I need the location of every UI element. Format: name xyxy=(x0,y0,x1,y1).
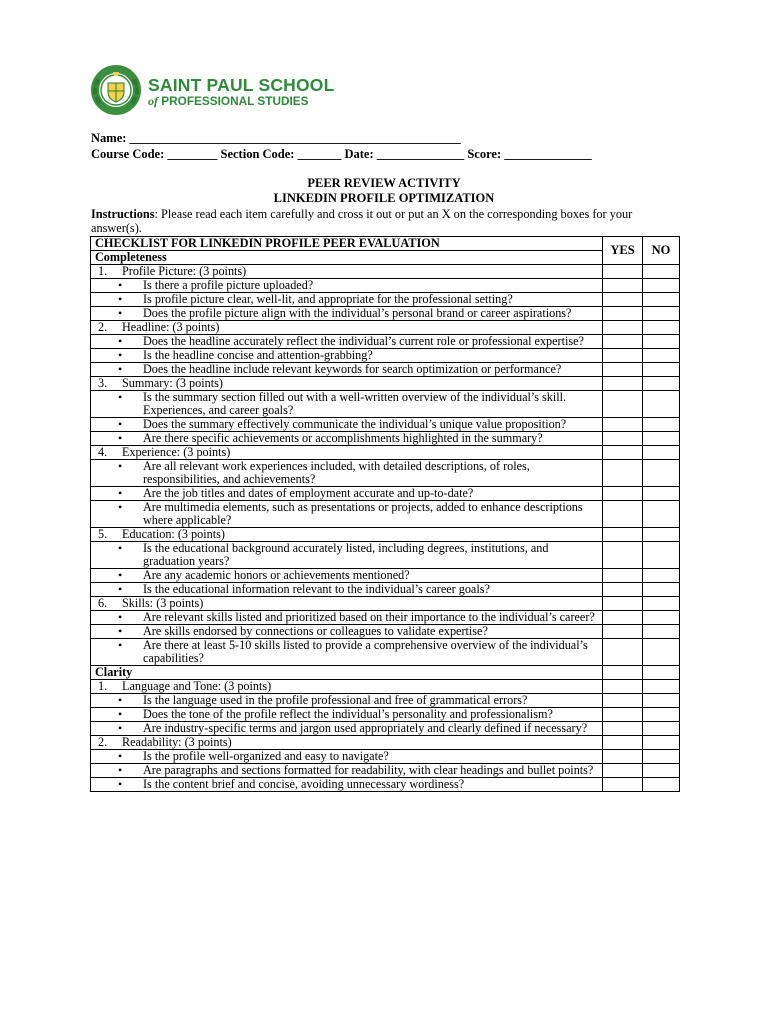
criterion-number: 1. xyxy=(98,264,108,278)
no-checkbox-cell[interactable] xyxy=(643,764,680,778)
yes-checkbox-cell[interactable] xyxy=(603,569,643,583)
yes-checkbox-cell[interactable] xyxy=(603,418,643,432)
criterion-row xyxy=(91,446,680,460)
section-row xyxy=(91,251,680,265)
question-row xyxy=(91,501,680,528)
question-row xyxy=(91,418,680,432)
criterion-text: Skills: (3 points) xyxy=(122,596,204,610)
criterion-row xyxy=(91,528,680,542)
no-checkbox-cell[interactable] xyxy=(643,321,680,335)
criterion-label xyxy=(91,597,603,611)
no-checkbox-cell[interactable] xyxy=(643,418,680,432)
yes-checkbox-cell[interactable] xyxy=(603,432,643,446)
question-row xyxy=(91,611,680,625)
no-checkbox-cell[interactable] xyxy=(643,625,680,639)
question-text: • Are any academic honors or achievements mentioned? xyxy=(91,569,603,583)
criterion-number: 3. xyxy=(98,376,108,390)
criterion-number: 2. xyxy=(98,320,108,334)
criterion-number: 6. xyxy=(98,596,108,610)
criterion-number: 1. xyxy=(98,679,108,693)
school-subtitle-text: PROFESSIONAL STUDIES xyxy=(161,94,309,108)
no-column-header: NO xyxy=(643,237,680,265)
criterion-text: Headline: (3 points) xyxy=(122,320,220,334)
no-checkbox-cell[interactable] xyxy=(643,736,680,750)
school-name: SAINT PAUL SCHOOL xyxy=(148,75,335,95)
criterion-text: Experience: (3 points) xyxy=(122,445,231,459)
question-row xyxy=(91,349,680,363)
yes-checkbox-cell[interactable] xyxy=(603,265,643,279)
school-seal-icon xyxy=(90,64,142,116)
question-row xyxy=(91,764,680,778)
criterion-label xyxy=(91,736,603,750)
yes-checkbox-cell[interactable] xyxy=(603,708,643,722)
no-checkbox-cell[interactable] xyxy=(643,307,680,321)
yes-checkbox-cell[interactable] xyxy=(603,446,643,460)
yes-checkbox-cell[interactable] xyxy=(603,750,643,764)
no-checkbox-cell[interactable] xyxy=(643,265,680,279)
no-checkbox-cell[interactable] xyxy=(643,501,680,528)
course-section-date-score-line: Course Code: ________ Section Code: _______ Date: ______________ Score: ______________ xyxy=(91,147,592,161)
question-row xyxy=(91,542,680,569)
activity-subtitle: LINKEDIN PROFILE OPTIMIZATION xyxy=(273,191,495,205)
criterion-label xyxy=(91,446,603,460)
criterion-row xyxy=(91,736,680,750)
yes-checkbox-cell[interactable] xyxy=(603,625,643,639)
no-checkbox-cell[interactable] xyxy=(643,487,680,501)
yes-checkbox-cell[interactable] xyxy=(603,764,643,778)
criterion-label xyxy=(91,377,603,391)
criterion-text: Education: (3 points) xyxy=(122,527,225,541)
criterion-row xyxy=(91,597,680,611)
criterion-label xyxy=(91,265,603,279)
no-checkbox-cell[interactable] xyxy=(643,391,680,418)
school-subtitle-of: of xyxy=(148,94,158,108)
no-checkbox-cell[interactable] xyxy=(643,680,680,694)
criterion-row xyxy=(91,680,680,694)
question-text: • Is the profile well-organized and easy to navigate? xyxy=(91,750,603,764)
no-checkbox-cell[interactable] xyxy=(643,597,680,611)
no-checkbox-cell[interactable] xyxy=(643,666,680,680)
question-row xyxy=(91,708,680,722)
question-text: • Are there at least 5-10 skills listed to provide a comprehensive overview of the individual’s capabilities? xyxy=(91,639,603,666)
question-row xyxy=(91,625,680,639)
question-row xyxy=(91,569,680,583)
question-text: • Is the language used in the profile professional and free of grammatical errors? xyxy=(91,694,603,708)
criterion-text: Profile Picture: (3 points) xyxy=(122,264,247,278)
question-text: • Is the headline concise and attention-grabbing? xyxy=(91,349,603,363)
no-checkbox-cell[interactable] xyxy=(643,569,680,583)
yes-checkbox-cell[interactable] xyxy=(603,293,643,307)
no-checkbox-cell[interactable] xyxy=(643,542,680,569)
question-text: • Are skills endorsed by connections or colleagues to validate expertise? xyxy=(91,625,603,639)
yes-column-header: YES xyxy=(603,237,643,265)
question-text: • Is there a profile picture uploaded? xyxy=(91,279,603,293)
question-row xyxy=(91,750,680,764)
no-checkbox-cell[interactable] xyxy=(643,750,680,764)
no-checkbox-cell[interactable] xyxy=(643,639,680,666)
name-line: Name: _____________________________________________________ xyxy=(91,131,461,145)
criterion-row xyxy=(91,265,680,279)
yes-checkbox-cell[interactable] xyxy=(603,722,643,736)
yes-checkbox-cell[interactable] xyxy=(603,487,643,501)
criterion-number: 5. xyxy=(98,527,108,541)
instructions xyxy=(91,207,681,235)
yes-checkbox-cell[interactable] xyxy=(603,736,643,750)
question-text: • Are the job titles and dates of employment accurate and up-to-date? xyxy=(91,487,603,501)
activity-title: PEER REVIEW ACTIVITY xyxy=(307,176,461,190)
criterion-label xyxy=(91,528,603,542)
question-text: • Is the educational information relevant to the individual’s career goals? xyxy=(91,583,603,597)
yes-checkbox-cell[interactable] xyxy=(603,460,643,487)
yes-checkbox-cell[interactable] xyxy=(603,694,643,708)
instructions-label: Instructions xyxy=(91,207,155,221)
criterion-text: Summary: (3 points) xyxy=(122,376,223,390)
no-checkbox-cell[interactable] xyxy=(643,377,680,391)
yes-checkbox-cell[interactable] xyxy=(603,639,643,666)
question-text: • Does the headline accurately reflect the individual’s current role or professional expertise? xyxy=(91,335,603,349)
no-checkbox-cell[interactable] xyxy=(643,279,680,293)
yes-checkbox-cell[interactable] xyxy=(603,501,643,528)
yes-checkbox-cell[interactable] xyxy=(603,680,643,694)
question-text: • Is the summary section filled out with a well-written overview of the individual’s skill. Experiences, and career goals? xyxy=(91,391,603,418)
criterion-text: Readability: (3 points) xyxy=(122,735,232,749)
question-text: • Are paragraphs and sections formatted for readability, with clear headings and bullet points? xyxy=(91,764,603,778)
yes-checkbox-cell[interactable] xyxy=(603,321,643,335)
question-row xyxy=(91,432,680,446)
question-text: • Are multimedia elements, such as presentations or projects, added to enhance descriptions where applicable? xyxy=(91,501,603,528)
question-row xyxy=(91,293,680,307)
no-checkbox-cell[interactable] xyxy=(643,611,680,625)
criterion-number: 2. xyxy=(98,735,108,749)
question-text: • Does the headline include relevant keywords for search optimization or performance? xyxy=(91,363,603,377)
yes-checkbox-cell[interactable] xyxy=(603,335,643,349)
no-checkbox-cell[interactable] xyxy=(643,432,680,446)
criterion-label xyxy=(91,321,603,335)
question-row xyxy=(91,639,680,666)
yes-checkbox-cell[interactable] xyxy=(603,611,643,625)
yes-checkbox-cell[interactable] xyxy=(603,307,643,321)
yes-checkbox-cell[interactable] xyxy=(603,597,643,611)
yes-checkbox-cell[interactable] xyxy=(603,391,643,418)
question-text: • Does the summary effectively communicate the individual’s unique value proposition? xyxy=(91,418,603,432)
checklist-table xyxy=(90,236,680,792)
no-checkbox-cell[interactable] xyxy=(643,708,680,722)
school-subtitle xyxy=(148,94,309,109)
question-row xyxy=(91,460,680,487)
question-row xyxy=(91,722,680,736)
no-checkbox-cell[interactable] xyxy=(643,722,680,736)
criterion-row xyxy=(91,377,680,391)
question-row xyxy=(91,391,680,418)
question-text: • Are all relevant work experiences included, with detailed descriptions, of roles, responsibilities, and achievements? xyxy=(91,460,603,487)
question-text: • Are industry-specific terms and jargon used appropriately and clearly defined if necessary? xyxy=(91,722,603,736)
yes-checkbox-cell[interactable] xyxy=(603,666,643,680)
question-row xyxy=(91,583,680,597)
question-text: • Is the educational background accurately listed, including degrees, institutions, and graduation years? xyxy=(91,542,603,569)
question-text: • Are there specific achievements or accomplishments highlighted in the summary? xyxy=(91,432,603,446)
no-checkbox-cell[interactable] xyxy=(643,293,680,307)
yes-checkbox-cell[interactable] xyxy=(603,778,643,792)
yes-checkbox-cell[interactable] xyxy=(603,528,643,542)
question-text: • Does the profile picture align with the individual’s personal brand or career aspirations? xyxy=(91,307,603,321)
question-row xyxy=(91,279,680,293)
yes-checkbox-cell[interactable] xyxy=(603,542,643,569)
question-text: • Are relevant skills listed and prioritized based on their importance to the individual’s career? xyxy=(91,611,603,625)
criterion-number: 4. xyxy=(98,445,108,459)
question-text: • Is profile picture clear, well-lit, and appropriate for the professional setting? xyxy=(91,293,603,307)
question-text: • Is the content brief and concise, avoiding unnecessary wordiness? xyxy=(91,778,603,792)
no-checkbox-cell[interactable] xyxy=(643,349,680,363)
no-checkbox-cell[interactable] xyxy=(643,528,680,542)
yes-checkbox-cell[interactable] xyxy=(603,583,643,597)
criterion-row xyxy=(91,321,680,335)
section-heading: Clarity xyxy=(91,666,603,680)
section-heading: Completeness xyxy=(91,251,603,265)
no-checkbox-cell[interactable] xyxy=(643,460,680,487)
table-header-row xyxy=(91,237,680,251)
section-row xyxy=(91,666,680,680)
question-row xyxy=(91,307,680,321)
instructions-text: : Please read each item carefully and cross it out or put an X on the corresponding boxes for your answer(s). xyxy=(91,207,633,235)
no-checkbox-cell[interactable] xyxy=(643,694,680,708)
no-checkbox-cell[interactable] xyxy=(643,583,680,597)
yes-checkbox-cell[interactable] xyxy=(603,377,643,391)
criterion-text: Language and Tone: (3 points) xyxy=(122,679,272,693)
question-row xyxy=(91,778,680,792)
yes-checkbox-cell[interactable] xyxy=(603,279,643,293)
no-checkbox-cell[interactable] xyxy=(643,446,680,460)
no-checkbox-cell[interactable] xyxy=(643,335,680,349)
no-checkbox-cell[interactable] xyxy=(643,363,680,377)
criterion-label xyxy=(91,680,603,694)
checklist-header: CHECKLIST FOR LINKEDIN PROFILE PEER EVALUATION xyxy=(91,237,603,251)
question-row xyxy=(91,487,680,501)
school-logo xyxy=(90,64,350,116)
question-text: • Does the tone of the profile reflect the individual’s personality and professionalism? xyxy=(91,708,603,722)
question-row xyxy=(91,694,680,708)
question-row xyxy=(91,335,680,349)
no-checkbox-cell[interactable] xyxy=(643,778,680,792)
yes-checkbox-cell[interactable] xyxy=(603,363,643,377)
yes-checkbox-cell[interactable] xyxy=(603,349,643,363)
question-row xyxy=(91,363,680,377)
